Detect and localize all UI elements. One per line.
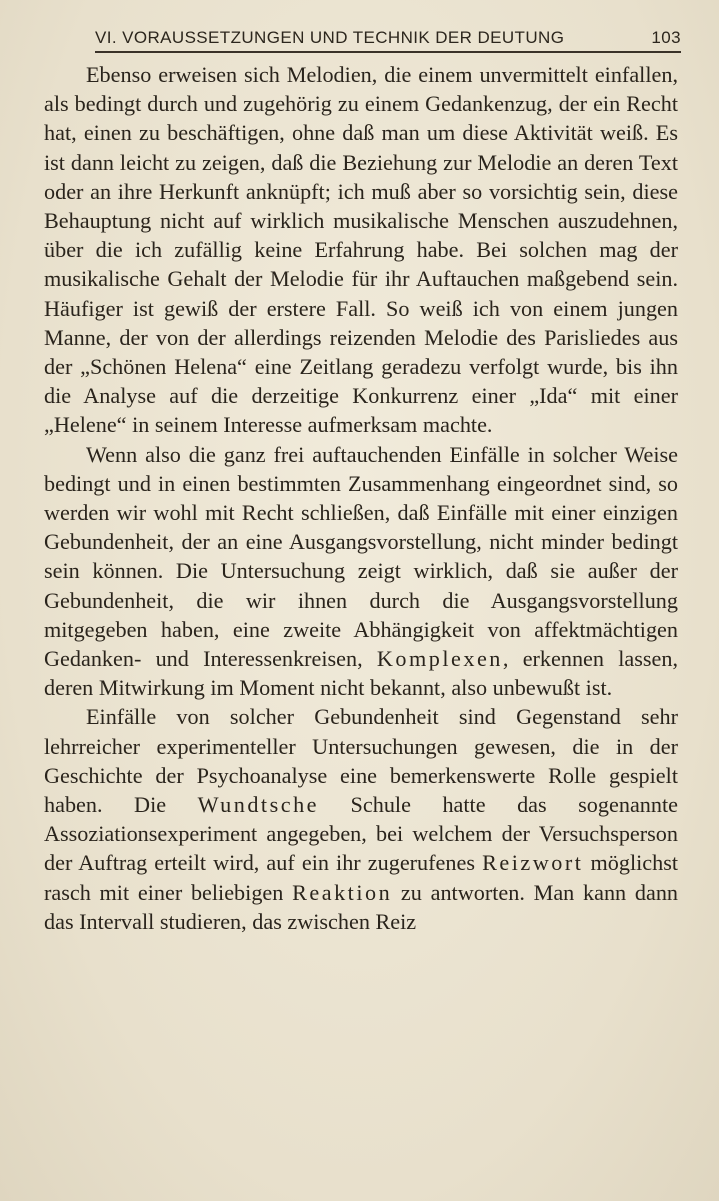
page-number: 103	[651, 28, 681, 47]
paragraph-3-text-a: Einfälle von solcher Gebundenheit sind Gegenstand sehr lehrreicher experimenteller Untersuchungen gewesen, die in der Geschichte der Psychoanalyse eine bemerkenswerte Rolle gespielt haben. Die	[44, 704, 678, 818]
paragraph-3-text-b: Schule hatte das sogenannte Assoziationsexperiment angegeben, bei welchem der Versuchsperson der Auftrag erteilt wird, auf ein ihr zugerufenes	[44, 792, 678, 876]
paragraph-1: Ebenso erweisen sich Melodien, die einem unvermittelt einfallen, als bedingt durch und zugehörig zu einem Gedankenzug, der ein Recht hat, einen zu beschäftigen, ohne daß man um diese Aktivität weiß. Es ist dann leicht zu zeigen, daß die Beziehung zur Melodie an deren Text oder an ihre Herkunft anknüpft; ich muß aber so vorsichtig sein, diese Behauptung nicht auf wirklich musikalische Menschen auszudehnen, über die ich zufällig keine Erfahrung habe. Bei solchen mag der musikalische Gehalt der Melodie für ihr Auftauchen maßgebend sein. Häufiger ist gewiß der erstere Fall. So weiß ich von einem jungen Manne, der von der allerdings reizenden Melodie des Parisliedes aus der „Schönen Helena“ eine Zeitlang geradezu verfolgt wurde, bis ihn die Analyse auf die derzeitige Konkurrenz einer „Ida“ mit einer „Helene“ in seinem Interesse aufmerksam machte.	[44, 62, 678, 438]
body-text	[44, 60, 678, 936]
paragraph-3-text-c: möglichst rasch mit einer beliebigen	[44, 850, 679, 905]
running-title: VI. VORAUSSETZUNGEN UND TECHNIK DER DEUTUNG	[95, 28, 565, 47]
paragraph-2	[44, 440, 678, 703]
emphasis-wundtsche: Wundtsche	[197, 792, 320, 818]
paragraph-2-text-a: Wenn also die ganz frei auftauchenden Einfälle in solcher Weise bedingt und in einen bestimmten Zusammenhang eingeordnet sind, so werden wir wohl mit Recht schließen, daß Einfälle mit einer einzigen Gebundenheit, der an eine Ausgangsvorstellung, nicht minder bedingt sein können. Die Untersuchung zeigt wirklich, daß sie außer der Gebundenheit, die wir ihnen durch die Ausgangsvorstellung mitgegeben haben, eine zweite Abhängigkeit von affektmächtigen Gedanken- und Interessenkreisen,	[44, 441, 678, 672]
page-header	[95, 28, 681, 50]
paragraph-3	[44, 702, 678, 936]
paragraph-3-text-d: zu antworten. Man kann dann das Intervall studieren, das zwischen Reiz	[44, 879, 679, 934]
header-rule	[95, 51, 681, 53]
emphasis-komplexen: Komplexen	[376, 646, 503, 672]
emphasis-reizwort: Reizwort	[482, 850, 584, 876]
paragraph-2-text-b: , erkennen lassen, deren Mitwirkung im Moment nicht bekannt, also unbewußt ist.	[44, 646, 678, 701]
emphasis-reaktion: Reaktion	[292, 879, 393, 905]
